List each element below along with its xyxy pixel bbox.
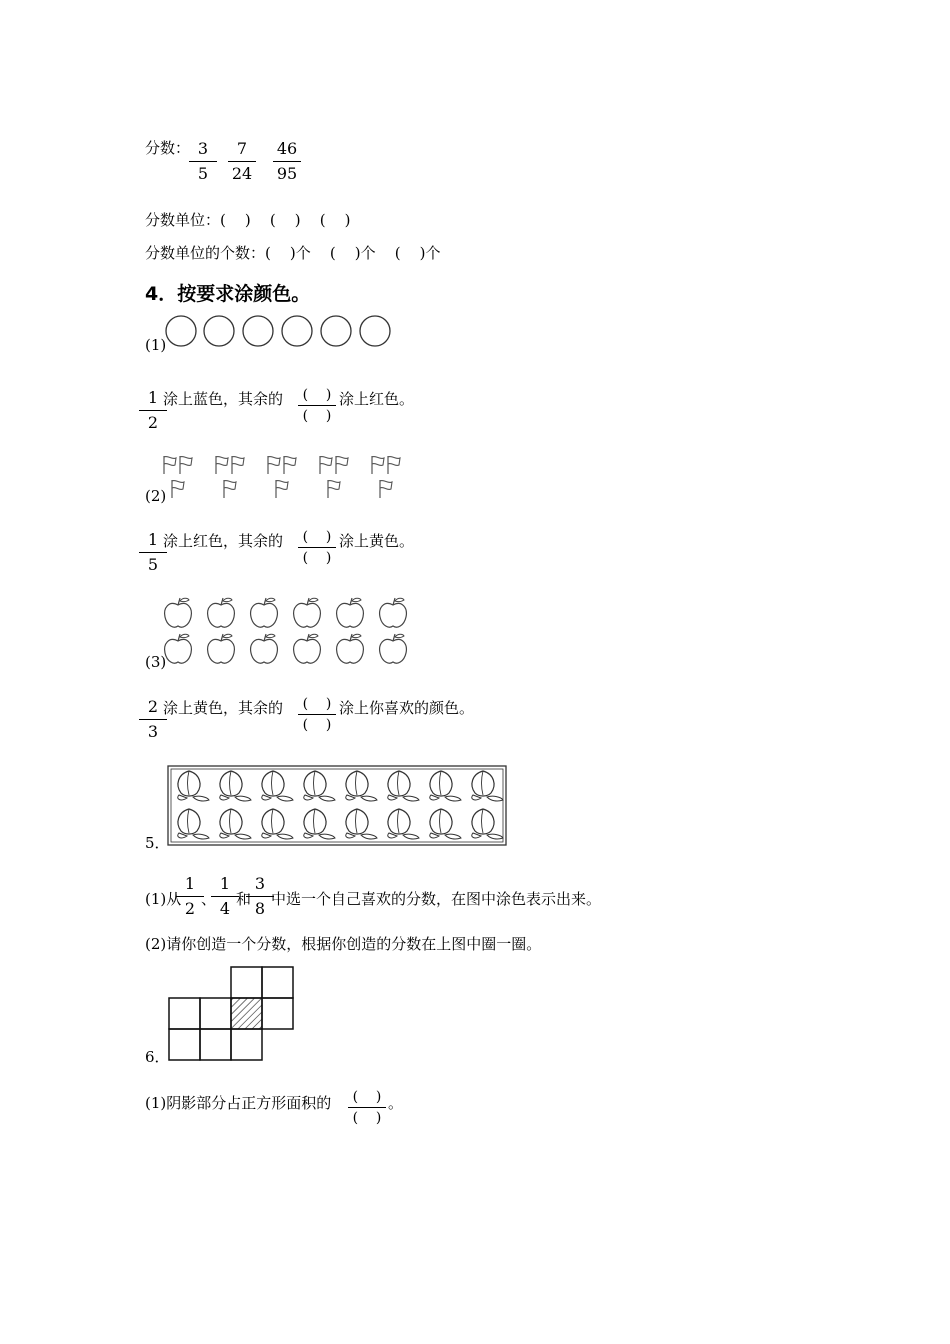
grid-cell xyxy=(262,967,293,998)
circle-4 xyxy=(282,316,312,346)
s5-q1-prefix: (1)从 xyxy=(145,890,182,908)
flag-group-3 xyxy=(268,456,296,498)
section-6-label: 6． xyxy=(145,1048,170,1066)
q1-answer-blank[interactable]: ( ) ( ) xyxy=(298,387,336,424)
q3-fraction: 2 3 xyxy=(139,698,167,741)
flags-figure xyxy=(160,452,420,502)
q1-fraction: 1 2 xyxy=(139,389,167,432)
apple-row-2 xyxy=(165,634,407,663)
peach-row-2 xyxy=(178,809,503,839)
q2-fraction: 1 5 xyxy=(139,531,167,574)
circle-1 xyxy=(166,316,196,346)
s5-fraction-1-4: 1 4 xyxy=(211,875,239,918)
peach-row-1 xyxy=(178,771,503,801)
grid-cell xyxy=(231,1029,262,1060)
s6-answer-blank[interactable]: ( ) ( ) xyxy=(348,1089,386,1126)
fraction-46-95: 46 95 xyxy=(273,140,301,183)
s6-q1-text: (1)阴影部分占正方形面积的 xyxy=(145,1094,332,1112)
flag-group-2 xyxy=(216,456,244,498)
peaches-figure xyxy=(167,765,507,847)
circle-2 xyxy=(204,316,234,346)
s5-fraction-1-2: 1 2 xyxy=(176,875,204,918)
q2-text-a: 涂上红色，其余的 xyxy=(163,532,284,550)
fraction-unit-count-line: 分数单位的个数：( )个 ( )个 ( )个 xyxy=(145,244,441,262)
grid-cell xyxy=(262,998,293,1029)
q2-label: (2) xyxy=(145,487,167,505)
flag-group-5 xyxy=(372,456,400,498)
s5-fraction-3-8: 3 8 xyxy=(246,875,274,918)
apples-figure xyxy=(160,595,420,670)
q3-answer-blank[interactable]: ( ) ( ) xyxy=(298,696,336,733)
q3-label: (3) xyxy=(145,653,167,671)
s6-q1-end: 。 xyxy=(388,1094,404,1112)
grid-cell xyxy=(231,967,262,998)
shaded-cell xyxy=(231,998,262,1029)
circle-6 xyxy=(360,316,390,346)
q2-answer-blank[interactable]: ( ) ( ) xyxy=(298,529,336,566)
s5-q1-suffix: 中选一个自己喜欢的分数，在图中涂色表示出来。 xyxy=(271,890,602,908)
circle-5 xyxy=(321,316,351,346)
fractions-label: 分数： xyxy=(145,139,191,157)
square-grid-figure xyxy=(167,965,297,1065)
q2-text-b: 涂上黄色。 xyxy=(339,532,415,550)
s5-q2: (2)请你创造一个分数，根据你创造的分数在上图中圈一圈。 xyxy=(145,935,542,953)
grid-cell xyxy=(200,1029,231,1060)
fraction-3-5: 3 5 xyxy=(189,140,217,183)
section-4-heading: 4．按要求涂颜色。 xyxy=(145,283,311,305)
apple-row-1 xyxy=(165,598,407,627)
q1-text-a: 涂上蓝色，其余的 xyxy=(163,390,284,408)
section-5-label: 5． xyxy=(145,834,170,852)
s5-sep-1: 、 xyxy=(201,890,217,908)
circles-figure xyxy=(164,313,404,353)
flag-group-4 xyxy=(320,456,348,498)
q1-text-b: 涂上红色。 xyxy=(339,390,415,408)
grid-cell xyxy=(169,1029,200,1060)
q1-label: (1) xyxy=(145,336,167,354)
q3-text-a: 涂上黄色，其余的 xyxy=(163,699,284,717)
grid-cell xyxy=(169,998,200,1029)
circle-3 xyxy=(243,316,273,346)
fraction-7-24: 7 24 xyxy=(228,140,256,183)
s5-sep-2: 和 xyxy=(236,890,252,908)
q3-text-b: 涂上你喜欢的颜色。 xyxy=(339,699,475,717)
flag-group-1 xyxy=(164,456,192,498)
grid-cell xyxy=(200,998,231,1029)
fraction-unit-line: 分数单位：( ) ( ) ( ) xyxy=(145,211,351,229)
